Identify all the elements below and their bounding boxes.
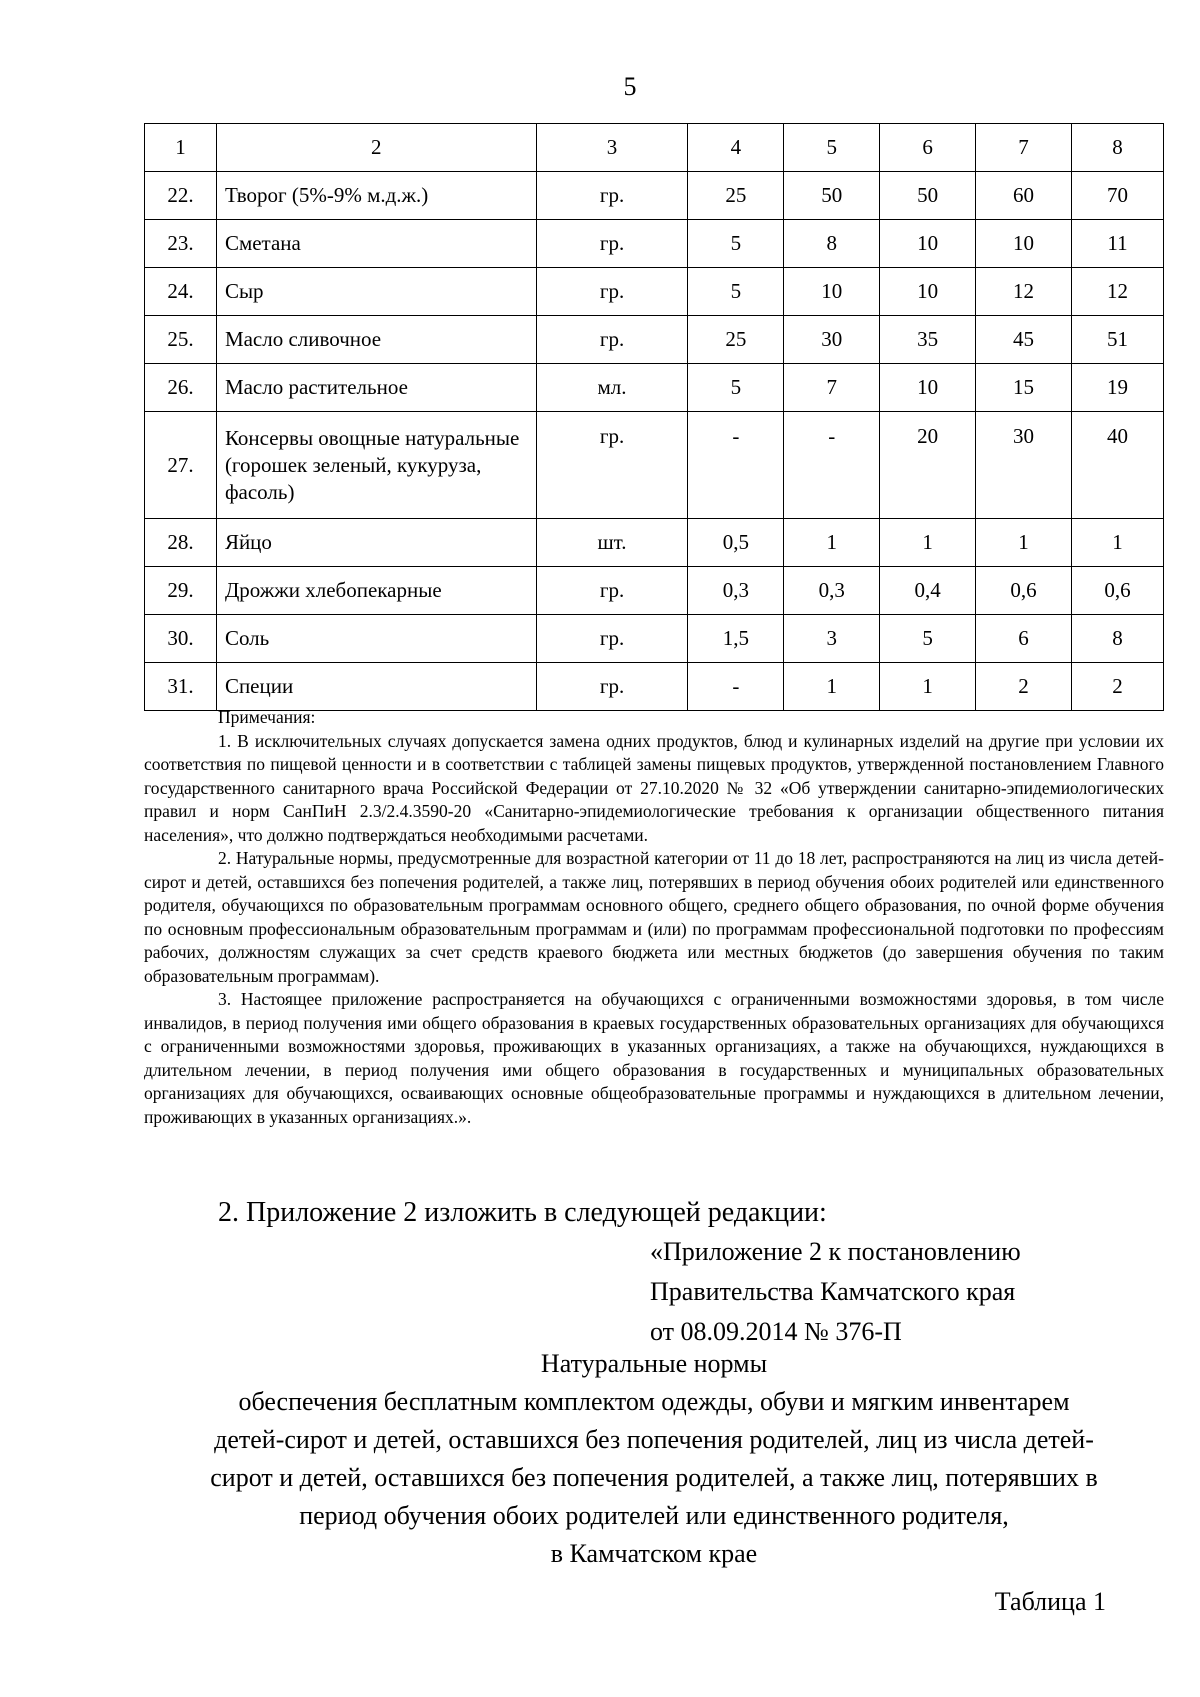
value-cell: 10 [880,364,976,412]
row-number: 22. [145,172,217,220]
value-cell: 15 [976,364,1072,412]
row-number: 23. [145,220,217,268]
heading-line: сирот и детей, оставшихся без попечения родителей, а также лиц, потерявших в [210,1463,1098,1492]
value-cell: 70 [1071,172,1163,220]
value-cell: 35 [880,316,976,364]
food-norms-table [144,123,1164,711]
value-cell: 10 [880,220,976,268]
table-header-row [145,124,1164,172]
table-row [145,220,1164,268]
value-cell: 2 [1071,663,1163,711]
product-name: Дрожжи хлебопекарные [216,567,536,615]
row-number: 28. [145,519,217,567]
value-cell: 40 [1071,412,1163,519]
value-cell: 50 [880,172,976,220]
value-cell: 12 [1071,268,1163,316]
unit-cell: гр. [536,268,688,316]
value-cell: 6 [976,615,1072,663]
unit-cell: гр. [536,567,688,615]
table-row [145,316,1164,364]
unit-cell: гр. [536,220,688,268]
header-cell: 4 [688,124,784,172]
row-number: 29. [145,567,217,615]
heading-line: детей-сирот и детей, оставшихся без попечения родителей, лиц из числа детей- [214,1425,1094,1454]
value-cell: 0,6 [1071,567,1163,615]
value-cell: 0,6 [976,567,1072,615]
value-cell: 2 [976,663,1072,711]
unit-cell: гр. [536,663,688,711]
header-cell: 5 [784,124,880,172]
heading-line: Натуральные нормы [540,1349,768,1378]
note-item: 3. Настоящее приложение распространяется на обучающихся с ограниченными возможностями здоровья, в том числе инвалидов, в период получения ими общего образования в краевых государственных образовательных организациях для обучающихся с ограниченными возможностями здоровья, проживающих в указанных организациях, а также на обучающихся, нуждающихся в длительном лечении, в период получения ими общего образования в государственных и муниципальных образовательных организациях для обучающихся, осваивающих основные общеобразовательные программы и нуждающихся в длительном лечении, проживающих в указанных организациях.». [144,989,1164,1127]
value-cell: 5 [688,364,784,412]
table-row [145,615,1164,663]
table-row [145,364,1164,412]
row-number: 31. [145,663,217,711]
value-cell: - [784,412,880,519]
value-cell: 10 [784,268,880,316]
product-name: Соль [216,615,536,663]
value-cell: 19 [1071,364,1163,412]
value-cell: 8 [784,220,880,268]
value-cell: - [688,412,784,519]
value-cell: 30 [976,412,1072,519]
table-row [145,663,1164,711]
heading-line: в Камчатском крае [550,1539,758,1568]
value-cell: 0,3 [784,567,880,615]
unit-cell: мл. [536,364,688,412]
value-cell: 51 [1071,316,1163,364]
value-cell: 0,4 [880,567,976,615]
product-name: Специи [216,663,536,711]
header-cell: 1 [145,124,217,172]
unit-cell: гр. [536,412,688,519]
appendix-line: «Приложение 2 к постановлению [650,1237,1021,1266]
value-cell: 0,5 [688,519,784,567]
value-cell: 45 [976,316,1072,364]
value-cell: 5 [688,220,784,268]
header-cell: 3 [536,124,688,172]
table-row [145,268,1164,316]
value-cell: 1 [784,519,880,567]
row-number: 27. [145,412,217,519]
value-cell: 1 [1071,519,1163,567]
unit-cell: шт. [536,519,688,567]
unit-cell: гр. [536,172,688,220]
table-row [145,412,1164,519]
heading-line: обеспечения бесплатным комплектом одежды, обуви и мягким инвентарем [238,1387,1070,1416]
table-row [145,567,1164,615]
value-cell: 1 [784,663,880,711]
value-cell: 1 [880,663,976,711]
value-cell: 30 [784,316,880,364]
header-cell: 2 [216,124,536,172]
value-cell: 25 [688,316,784,364]
product-name: Творог (5%-9% м.д.ж.) [216,172,536,220]
value-cell: 3 [784,615,880,663]
value-cell: 1 [880,519,976,567]
row-number: 25. [145,316,217,364]
header-cell: 8 [1071,124,1163,172]
value-cell: 10 [976,220,1072,268]
note-item: 1. В исключительных случаях допускается замена одних продуктов, блюд и кулинарных изделий на другие при условии их соответствия по пищевой ценности и в соответствии с таблицей замены пищевых продуктов, утвержденной постановлением Главного государственного санитарного врача Российской Федерации от 27.10.2020 № 32 «Об утверждении санитарно-эпидемиологических правил и норм СанПиН 2.3/2.4.3590-20 «Санитарно-эпидемиологические требования к организации общественного питания населения», что должно подтверждаться необходимыми расчетами. [144,730,1164,845]
heading-line: период обучения обоих родителей или единственного родителя, [299,1501,1009,1530]
product-name: Сметана [216,220,536,268]
table-row [145,519,1164,567]
product-name: Сыр [216,268,536,316]
value-cell: 25 [688,172,784,220]
value-cell: - [688,663,784,711]
value-cell: 0,3 [688,567,784,615]
row-number: 30. [145,615,217,663]
unit-cell: гр. [536,615,688,663]
value-cell: 12 [976,268,1072,316]
page-number: 5 [623,72,637,101]
product-name: Яйцо [216,519,536,567]
product-name: Масло растительное [216,364,536,412]
row-number: 24. [145,268,217,316]
value-cell: 5 [688,268,784,316]
row-number: 26. [145,364,217,412]
table-label: Таблица 1 [994,1587,1106,1616]
value-cell: 11 [1071,220,1163,268]
value-cell: 5 [880,615,976,663]
value-cell: 1,5 [688,615,784,663]
document-heading [144,1345,1164,1573]
value-cell: 1 [976,519,1072,567]
appendix-line: от 08.09.2014 № 376-П [650,1317,902,1346]
amendment-text: 2. Приложение 2 изложить в следующей редакции: [218,1197,827,1228]
value-cell: 60 [976,172,1072,220]
header-cell: 7 [976,124,1072,172]
appendix-reference [650,1232,1021,1352]
appendix-line: Правительства Камчатского края [650,1277,1016,1306]
table-row [145,172,1164,220]
value-cell: 8 [1071,615,1163,663]
value-cell: 7 [784,364,880,412]
product-name: Масло сливочное [216,316,536,364]
notes-section [144,706,1164,1129]
unit-cell: гр. [536,316,688,364]
value-cell: 10 [880,268,976,316]
value-cell: 50 [784,172,880,220]
notes-title: Примечания: [218,707,316,727]
header-cell: 6 [880,124,976,172]
note-item: 2. Натуральные нормы, предусмотренные для возрастной категории от 11 до 18 лет, распространяются на лиц из числа детей-сирот и детей, оставшихся без попечения родителей, а также лиц, потерявших в период обучения обоих родителей или единственного родителя, обучающихся по образовательным программам основного общего, среднего общего образования, по очной форме обучения по основным профессиональным образовательным программам и (или) по программам профессиональной подготовки по профессиям рабочих, должностям служащих за счет средств краевого бюджета или местных бюджетов (до завершения обучения по таким образовательным программам). [144,848,1164,986]
product-name: Консервы овощные натуральные (горошек зеленый, кукуруза, фасоль) [216,412,536,519]
value-cell: 20 [880,412,976,519]
